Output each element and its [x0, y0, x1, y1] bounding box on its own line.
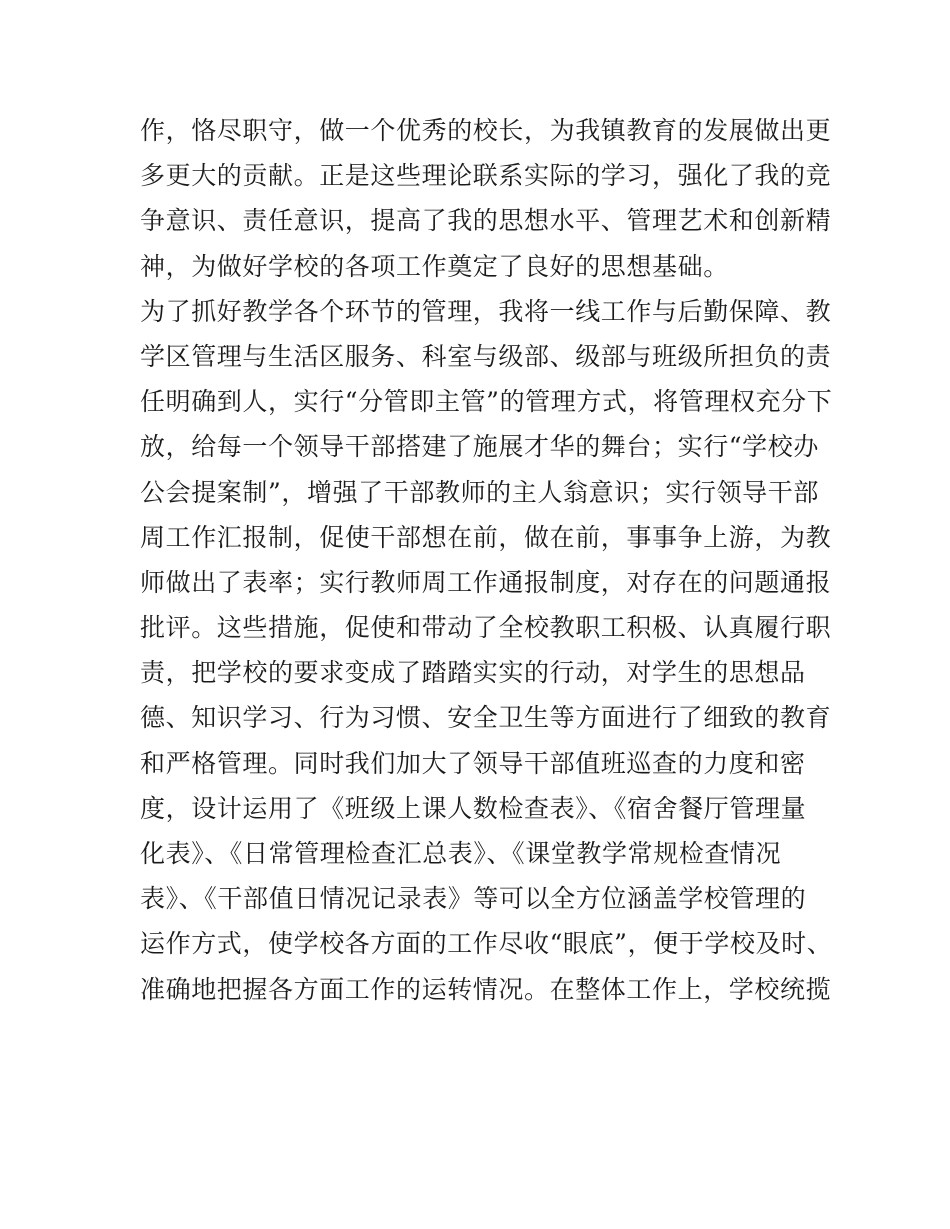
text-line: 运作方式，使学校各方面的工作尽收“眼底”，便于学校及时、 — [140, 929, 833, 959]
text-line: 作，恪尽职守，做一个优秀的校长，为我镇教育的发展做出更 — [140, 116, 832, 145]
text-line: 德、知识学习、行为习惯、安全卫生等方面进行了细致的教育 — [140, 703, 832, 733]
text-line: 表》、《干部值日情况记录表》等可以全方位涵盖学校管理的 — [140, 884, 807, 914]
text-line: 师做出了表率；实行教师周工作通报制度，对存在的问题通报 — [140, 567, 832, 597]
text-line: 公会提案制”，增强了干部教师的主人翁意识；实行领导干部 — [140, 477, 819, 507]
text-line: 和严格管理。同时我们加大了领导干部值班巡查的力度和密 — [140, 748, 806, 778]
text-line: 争意识、责任意识，提高了我的思想水平、管理艺术和创新精 — [140, 206, 832, 236]
text-line: 为了抓好教学各个环节的管理，我将一线工作与后勤保障、教 — [140, 296, 832, 326]
text-line: 学区管理与生活区服务、科室与级部、级部与班级所担负的责 — [140, 341, 832, 371]
text-line: 度，设计运用了《班级上课人数检查表》、《宿舍餐厅管理量 — [140, 793, 807, 823]
text-line: 化表》、《日常管理检查汇总表》、《课堂教学常规检查情况 — [140, 839, 782, 868]
body-text — [140, 108, 833, 1012]
text-line: 神，为做好学校的各项工作奠定了良好的思想基础。 — [140, 251, 729, 281]
text-line: 放，给每一个领导干部搭建了施展才华的舞台；实行“学校办 — [140, 432, 819, 462]
text-line: 准确地把握各方面工作的运转情况。在整体工作上，学校统揽 — [140, 974, 832, 1004]
text-line: 任明确到人，实行“分管即主管”的管理方式，将管理权充分下 — [140, 387, 833, 417]
text-line: 多更大的贡献。正是这些理论联系实际的学习，强化了我的竞 — [140, 161, 832, 191]
text-line: 责，把学校的要求变成了踏踏实实的行动，对学生的思想品 — [140, 658, 806, 688]
text-line: 批评。这些措施，促使和带动了全校教职工积极、认真履行职 — [140, 613, 832, 643]
text-line: 周工作汇报制，促使干部想在前，做在前，事事争上游，为教 — [140, 522, 832, 552]
